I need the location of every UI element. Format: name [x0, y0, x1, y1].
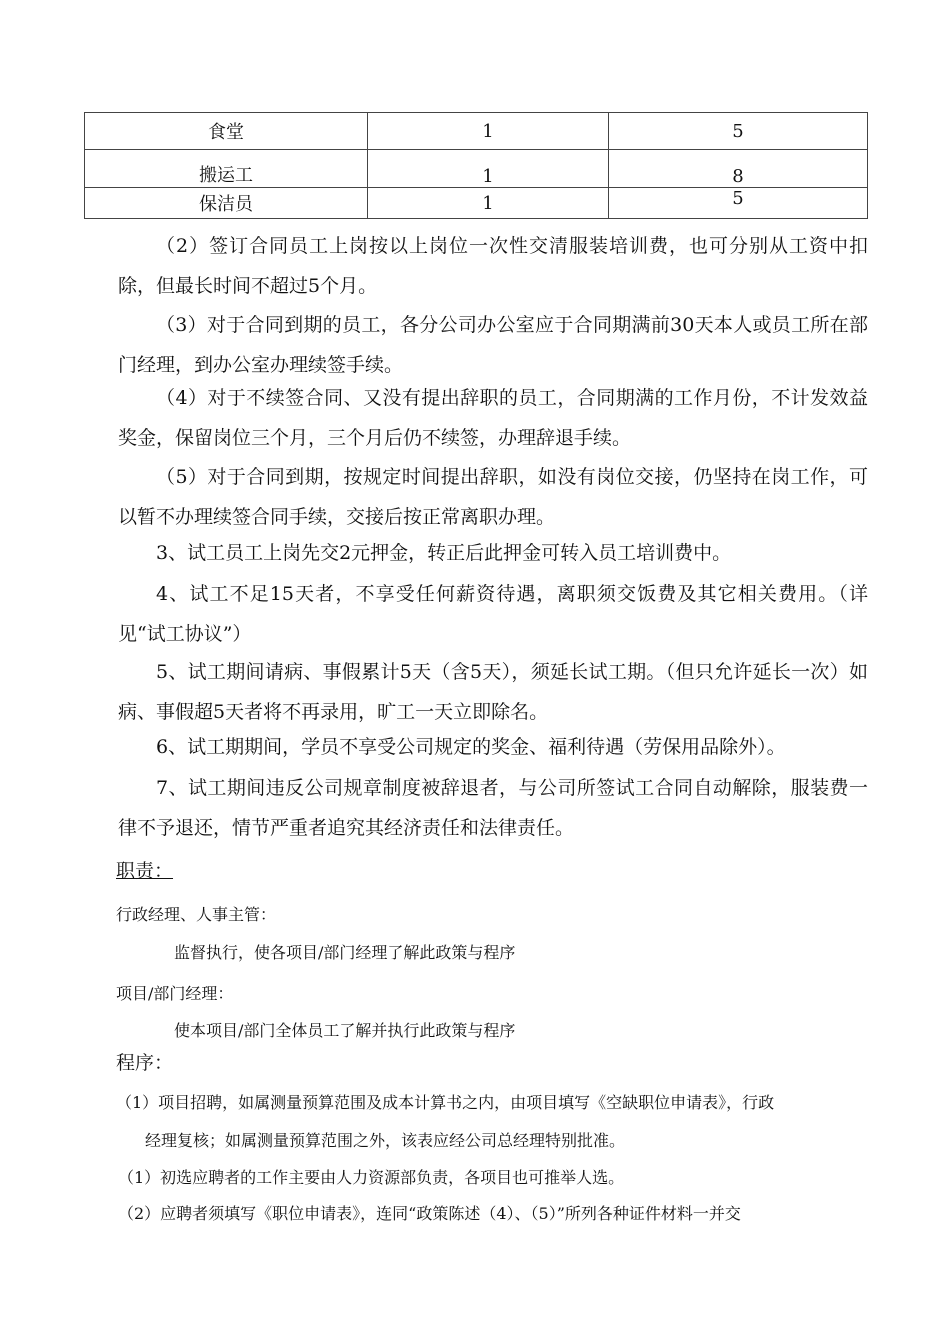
paragraph: （3）对于合同到期的员工，各分公司办公室应于合同期满前30天本人或员工所在部门经理，到办公室办理续签手续。 — [118, 314, 868, 376]
procedure-heading: 程序： — [116, 1052, 174, 1074]
months-cell: 5 — [609, 188, 868, 219]
procedure-item-1-line-1: （1）项目招聘，如属测量预算范围及成本计算书之内，由项目填写《空缺职位申请表》，行政 — [116, 1093, 775, 1112]
procedure-item-3: （2）应聘者须填写《职位申请表》，连同“政策陈述（4）、（5）”所列各种证件材料一并交 — [118, 1204, 741, 1223]
procedure-item-2: （1）初选应聘者的工作主要由人力资源部负责，各项目也可推举人选。 — [118, 1168, 625, 1187]
duties-role-manager-text: 使本项目/部门全体员工了解并执行此政策与程序 — [174, 1021, 516, 1040]
duties-role-admin-text: 监督执行，使各项目/部门经理了解此政策与程序 — [174, 943, 516, 962]
months-cell: 8 — [609, 150, 868, 188]
table-row — [85, 188, 868, 219]
duties-role-manager: 项目/部门经理： — [116, 984, 234, 1003]
count-cell: 1 — [368, 188, 609, 219]
count-cell: 1 — [368, 113, 609, 150]
months-cell: 5 — [609, 113, 868, 150]
paragraph: 5、试工期间请病、事假累计5天（含5天），须延长试工期。（但只允许延长一次）如病、事假超5天者将不再录用，旷工一天立即除名。 — [118, 661, 868, 723]
position-cell: 食堂 — [85, 113, 368, 150]
duties-role-admin: 行政经理、人事主管： — [116, 905, 277, 924]
paragraph: （2）签订合同员工上岗按以上岗位一次性交清服装培训费，也可分别从工资中扣除，但最长时间不超过5个月。 — [118, 235, 868, 297]
paragraph: （4）对于不续签合同、又没有提出辞职的员工，合同期满的工作月份，不计发效益奖金，保留岗位三个月，三个月后仍不续签，办理辞退手续。 — [118, 387, 868, 449]
duties-heading: 职责： — [116, 860, 174, 882]
table-row — [85, 150, 868, 188]
procedure-item-1-line-2: 经理复核；如属测量预算范围之外，该表应经公司总经理特别批准。 — [145, 1131, 626, 1150]
count-cell: 1 — [368, 150, 609, 188]
table-row — [85, 113, 868, 150]
paragraph: 6、试工期期间，学员不享受公司规定的奖金、福利待遇（劳保用品除外）。 — [156, 736, 786, 758]
paragraph: 7、试工期间违反公司规章制度被辞退者，与公司所签试工合同自动解除，服装费一律不予退还，情节严重者追究其经济责任和法律责任。 — [118, 777, 868, 839]
paragraph: 3、试工员工上岗先交2元押金，转正后此押金可转入员工培训费中。 — [156, 542, 732, 564]
paragraph: 4、试工不足15天者，不享受任何薪资待遇，离职须交饭费及其它相关费用。（详见“试工协议”） — [118, 583, 868, 645]
paragraph: （5）对于合同到期，按规定时间提出辞职，如没有岗位交接，仍坚持在岗工作，可以暂不办理续签合同手续，交接后按正常离职办理。 — [118, 466, 868, 528]
staff-fee-table — [84, 112, 868, 219]
position-cell: 搬运工 — [85, 150, 368, 188]
position-cell: 保洁员 — [85, 188, 368, 219]
